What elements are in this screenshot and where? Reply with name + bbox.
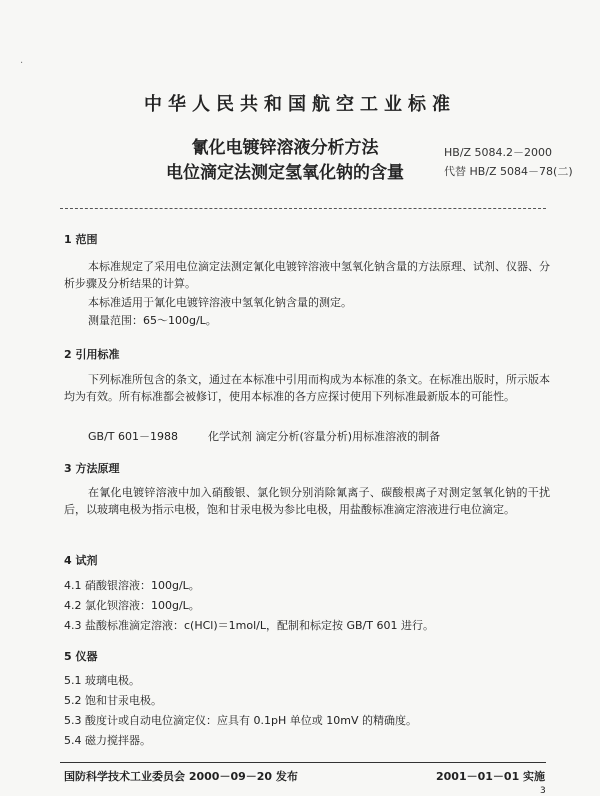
title-line-2: 电位滴定法测定氢氧化钠的含量 [166, 163, 404, 183]
standard-code: HB/Z 5084.2－2000 [444, 146, 553, 159]
section-3-heading: 3 方法原理 [64, 462, 120, 475]
header-divider [60, 208, 546, 209]
section-1-para-1: 本标准规定了采用电位滴定法测定氰化电镀锌溶液中氢氧化钠含量的方法原理、试剂、仪器、分析步骤及分析结果的计算。 [64, 260, 550, 290]
page-number: 3 [540, 786, 546, 796]
section-1-para-2: 本标准适用于氰化电镀锌溶液中氢氧化钠含量的测定。 [88, 296, 352, 309]
footer-divider [60, 762, 546, 763]
reagent-item-3: 4.3 盐酸标准滴定溶液：c(HCl)＝1mol/L，配制和标定按 GB/T 601 进行。 [64, 619, 434, 632]
title-line-1: 氰化电镀锌溶液分析方法 [191, 138, 379, 158]
apparatus-item-4: 5.4 磁力搅拌器。 [64, 734, 151, 747]
corner-mark: · [20, 58, 24, 69]
section-1-para-3: 测量范围：65～100g/L。 [88, 314, 217, 327]
reagent-item-1: 4.1 硝酸银溶液：100g/L。 [64, 579, 200, 592]
section-2-para-1: 下列标准所包含的条文，通过在本标准中引用而构成为本标准的条文。在标准出版时，所示版本均为有效。所有标准都会被修订，使用本标准的各方应探讨使用下列标准最新版本的可能性。 [64, 373, 550, 403]
section-2-heading: 2 引用标准 [64, 348, 120, 361]
section-1-heading: 1 范围 [64, 233, 98, 246]
section-5-heading: 5 仪器 [64, 650, 98, 663]
apparatus-item-2: 5.2 饱和甘汞电极。 [64, 694, 162, 707]
replaces-code: 代替 HB/Z 5084－78(二) [444, 165, 573, 178]
apparatus-item-3: 5.3 酸度计或自动电位滴定仪：应具有 0.1pH 单位或 10mV 的精确度。 [64, 714, 417, 727]
reference-title: 化学试剂 滴定分析(容量分析)用标准溶液的制备 [208, 430, 441, 443]
section-4-heading: 4 试剂 [64, 554, 98, 567]
reference-code: GB/T 601－1988 [88, 430, 178, 443]
issue-date: 国防科学技术工业委员会 2000－09－20 发布 [64, 770, 298, 783]
reagent-item-2: 4.2 氯化钡溶液：100g/L。 [64, 599, 200, 612]
effective-date: 2001－01－01 实施 [436, 770, 546, 783]
issuing-body-header: 中华人民共和国航空工业标准 [144, 94, 456, 115]
section-3-para-1: 在氰化电镀锌溶液中加入硝酸银、氯化钡分别消除氰离子、碳酸根离子对测定氢氧化钠的干扰后，以玻璃电极为指示电极，饱和甘汞电极为参比电极，用盐酸标准滴定溶液进行电位滴定。 [64, 486, 550, 516]
apparatus-item-1: 5.1 玻璃电极。 [64, 674, 140, 687]
